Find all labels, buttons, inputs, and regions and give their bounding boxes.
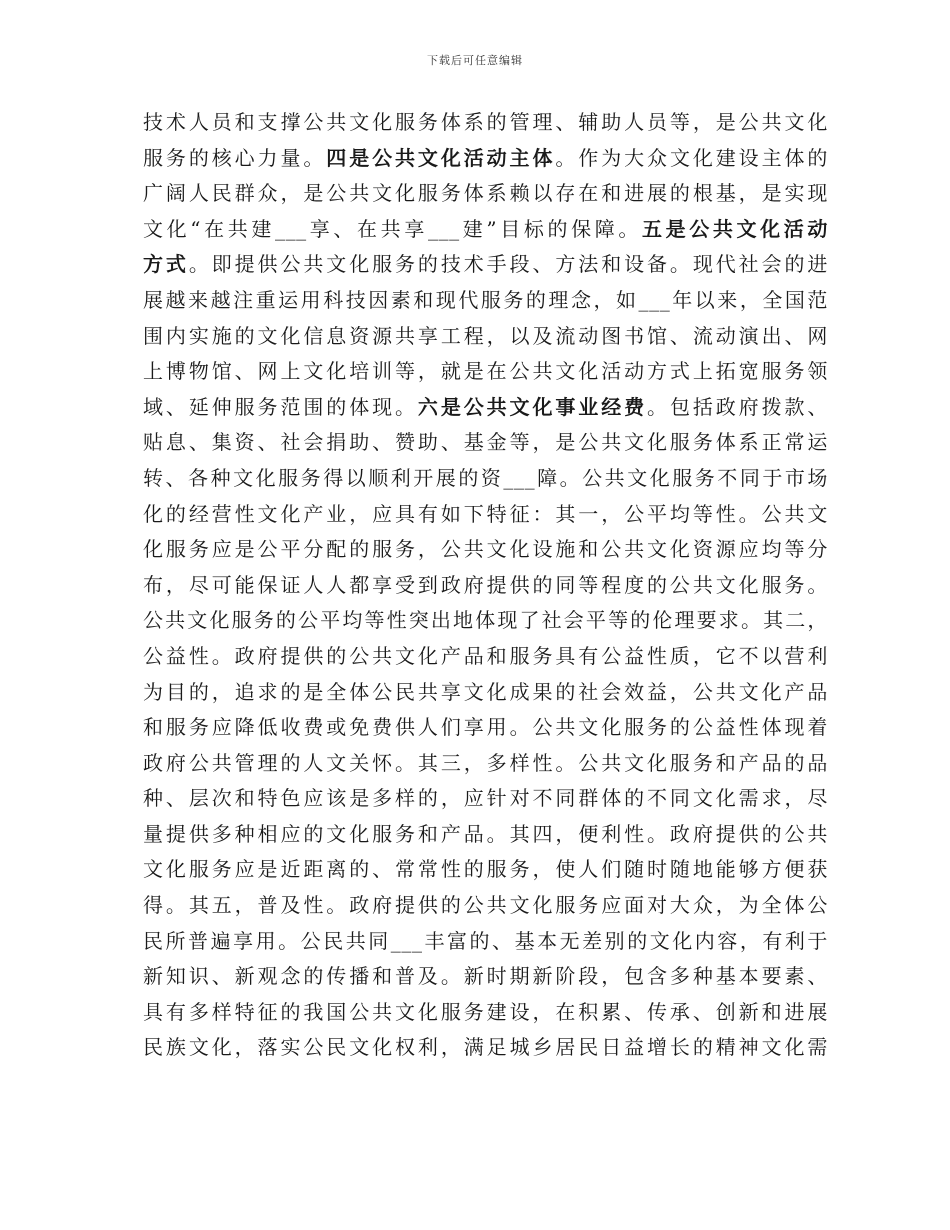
text-line-3: 广阔人民群众，是公共文化服务体系赖以存在和进展的根基，是实现 [143,181,828,206]
bold-heading: 五是公共文化活动 [642,216,828,241]
text-line-4: 文化“在共建___享、在共享___建”目标的保障。五是公共文化活动 [143,216,828,241]
text-line-5: 方式。即提供公共文化服务的技术手段、方法和设备。现代社会的进 [143,252,828,277]
text-line-10: 贴息、集资、社会捐助、赞助、基金等，是公共文化服务体系正常运 [143,430,828,455]
text-line-20: 种、层次和特色应该是多样的，应针对不同群体的不同文化需求，尽 [143,786,828,811]
text-line-13: 化服务应是公平分配的服务，公共文化设施和公共文化资源应均等分 [143,537,828,562]
text-line-25: 新知识、新观念的传播和普及。新时期新阶段，包含多种基本要素、 [143,964,828,989]
text-line-12: 化的经营性文化产业，应具有如下特征：其一，公平均等性。公共文 [143,501,828,526]
text-line-1: 技术人员和支撑公共文化服务体系的管理、辅助人员等，是公共文化 [143,110,828,134]
text-line-15: 公共文化服务的公平均等性突出地体现了社会平等的伦理要求。其二， [143,608,828,633]
text-line-9: 域、延伸服务范围的体现。六是公共文化事业经费。包括政府拨款、 [143,394,828,419]
text-line-18: 和服务应降低收费或免费供人们享用。公共文化服务的公益性体现着 [143,715,828,740]
text-line-24: 民所普遍享用。公民共同___丰富的、基本无差别的文化内容，有利于 [143,928,828,953]
text-line-14: 布，尽可能保证人人都享受到政府提供的同等程度的公共文化服务。 [143,572,828,597]
text-line-6: 展越来越注重运用科技因素和现代服务的理念，如___年以来，全国范 [143,287,828,312]
text-line-19: 政府公共管理的人文关怀。其三，多样性。公共文化服务和产品的品 [143,750,828,775]
bold-heading: 四是公共文化活动主体 [326,145,556,170]
text-line-21: 量提供多种相应的文化服务和产品。其四，便利性。政府提供的公共 [143,821,828,846]
bold-heading: 六是公共文化事业经费 [417,394,648,419]
text-line-7: 围内实施的文化信息资源共享工程，以及流动图书馆、流动演出、网 [143,323,828,348]
text-line-8: 上博物馆、网上文化培训等，就是在公共文化活动方式上拓宽服务领 [143,359,828,384]
text-line-22: 文化服务应是近距离的、常常性的服务，使人们随时随地能够方便获 [143,857,828,882]
text-line-26: 具有多样特征的我国公共文化服务建设，在积累、传承、创新和进展 [143,999,828,1024]
document-body [143,105,828,1066]
text-line-2: 服务的核心力量。四是公共文化活动主体。作为大众文化建设主体的 [143,145,828,170]
page-header: 下载后可任意编辑 [427,54,523,67]
text-line-17: 为目的，追求的是全体公民共享文化成果的社会效益，公共文化产品 [143,679,828,704]
text-line-27: 民族文化，落实公民文化权利，满足城乡居民日益增长的精神文化需 [143,1035,828,1060]
text-line-23: 得。其五，普及性。政府提供的公共文化服务应面对大众，为全体公 [143,893,828,918]
bold-heading: 方式 [143,252,189,277]
text-line-11: 转、各种文化服务得以顺利开展的资___障。公共文化服务不同于市场 [143,465,828,490]
text-line-16: 公益性。政府提供的公共文化产品和服务具有公益性质，它不以营利 [143,643,828,668]
